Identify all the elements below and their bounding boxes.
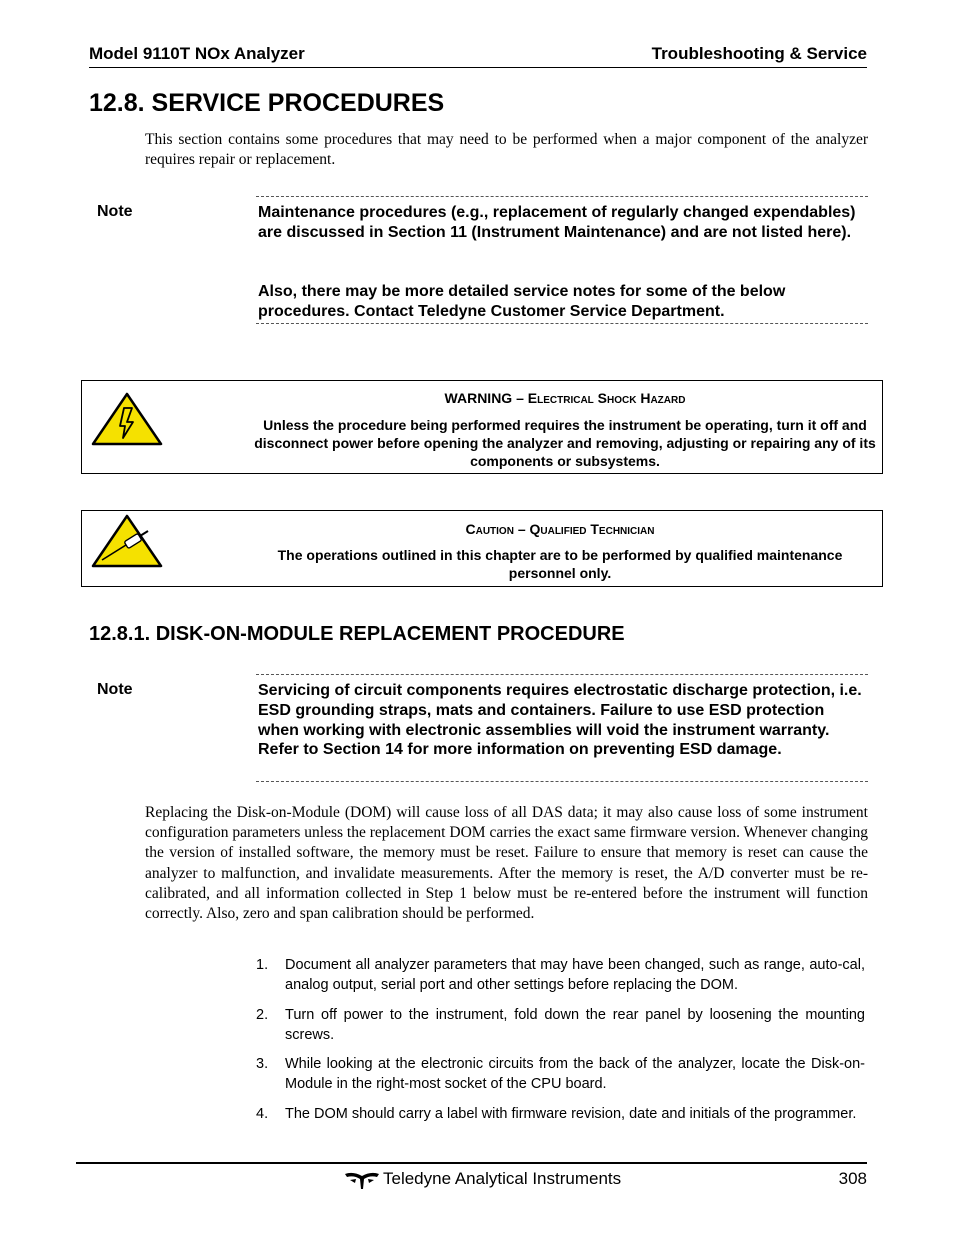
header-chapter-title: Troubleshooting & Service xyxy=(651,44,867,63)
section-intro: This section contains some procedures that may need to be performed when a major component of the analyzer requires repair or replacement. xyxy=(145,131,868,169)
subsection-heading: 12.8.1. DISK-ON-MODULE REPLACEMENT PROCEDURE xyxy=(89,623,625,645)
caution-title xyxy=(252,521,868,537)
step-text: Document all analyzer parameters that may have been changed, such as range, auto-cal, analog output, serial port and other settings before replacing the DOM. xyxy=(285,957,865,993)
warning-title-dash: – xyxy=(512,390,528,406)
note-bottom-rule xyxy=(256,323,868,324)
section-heading: 12.8. SERVICE PROCEDURES xyxy=(89,89,445,117)
note-label: Note xyxy=(97,203,133,220)
header-rule xyxy=(89,67,867,68)
footer-rule xyxy=(76,1162,867,1164)
step-text: The DOM should carry a label with firmware revision, date and initials of the programmer. xyxy=(285,1106,857,1122)
warning-title-sub: Electrical Shock Hazard xyxy=(527,390,686,406)
teledyne-logo-icon xyxy=(344,1170,380,1190)
footer-company: Teledyne Analytical Instruments xyxy=(383,1169,622,1188)
note-text-maintenance: Maintenance procedures (e.g., replacement of regularly changed expendables) are discussed in Section 11 (Instrument Maintenance) and are not listed here). xyxy=(258,204,856,241)
warning-title xyxy=(252,390,878,406)
note2-label: Note xyxy=(97,681,133,698)
note2-top-rule xyxy=(256,674,868,675)
step-number: 2. xyxy=(256,1007,269,1023)
caution-box xyxy=(81,510,883,587)
caution-text: The operations outlined in this chapter are to be performed by qualified maintenance personnel only. xyxy=(277,547,843,581)
header-model-title: Model 9110T NOx Analyzer xyxy=(89,44,305,63)
step-text: While looking at the electronic circuits from the back of the analyzer, locate the Disk-on-Module in the right-most socket of the CPU board. xyxy=(285,1056,865,1092)
screwdriver-caution-icon xyxy=(90,513,164,569)
footer-page-number: 308 xyxy=(838,1169,867,1188)
note2-text-esd: Servicing of circuit components requires electrostatic discharge protection, i.e. ESD grounding straps, mats and containers. Failure to use ESD protection when working with electronic assemblies will void the instrument warranty. Refer to Section 14 for more information on preventing ESD damage. xyxy=(258,682,862,759)
warning-title-main: WARNING xyxy=(444,390,513,406)
note-top-rule xyxy=(256,196,868,197)
caution-title-text: Caution – Qualified Technician xyxy=(465,521,655,537)
warning-text: Unless the procedure being performed requires the instrument be operating, turn it off and disconnect power before opening the analyzer and removing, adjusting or repairing any of its components or subsystems. xyxy=(254,417,876,469)
warning-box xyxy=(81,380,883,474)
note-text-service-notes: Also, there may be more detailed service notes for some of the below procedures. Contact Teledyne Customer Service Department. xyxy=(258,283,786,320)
step-number: 1. xyxy=(256,957,269,973)
step-text: Turn off power to the instrument, fold down the rear panel by loosening the mounting screws. xyxy=(285,1007,865,1043)
note2-bottom-rule xyxy=(256,781,868,782)
dom-replacement-paragraph: Replacing the Disk-on-Module (DOM) will cause loss of all DAS data; it may also cause loss of some instrument configuration parameters unless the replacement DOM carries the exact same firmware version. Whenever changing the version of installed software, the memory must be reset. Failure to ensure that memory is reset can cause the analyzer to malfunction, and invalidate measurements. After the memory is reset, the A/D converter must be re-calibrated, and all information collected in Step 1 below must be re-entered before the instrument will function correctly. Also, zero and span calibration should be performed. xyxy=(145,804,868,923)
electrical-shock-warning-icon xyxy=(90,391,164,447)
step-number: 4. xyxy=(256,1106,269,1122)
step-number: 3. xyxy=(256,1056,269,1072)
